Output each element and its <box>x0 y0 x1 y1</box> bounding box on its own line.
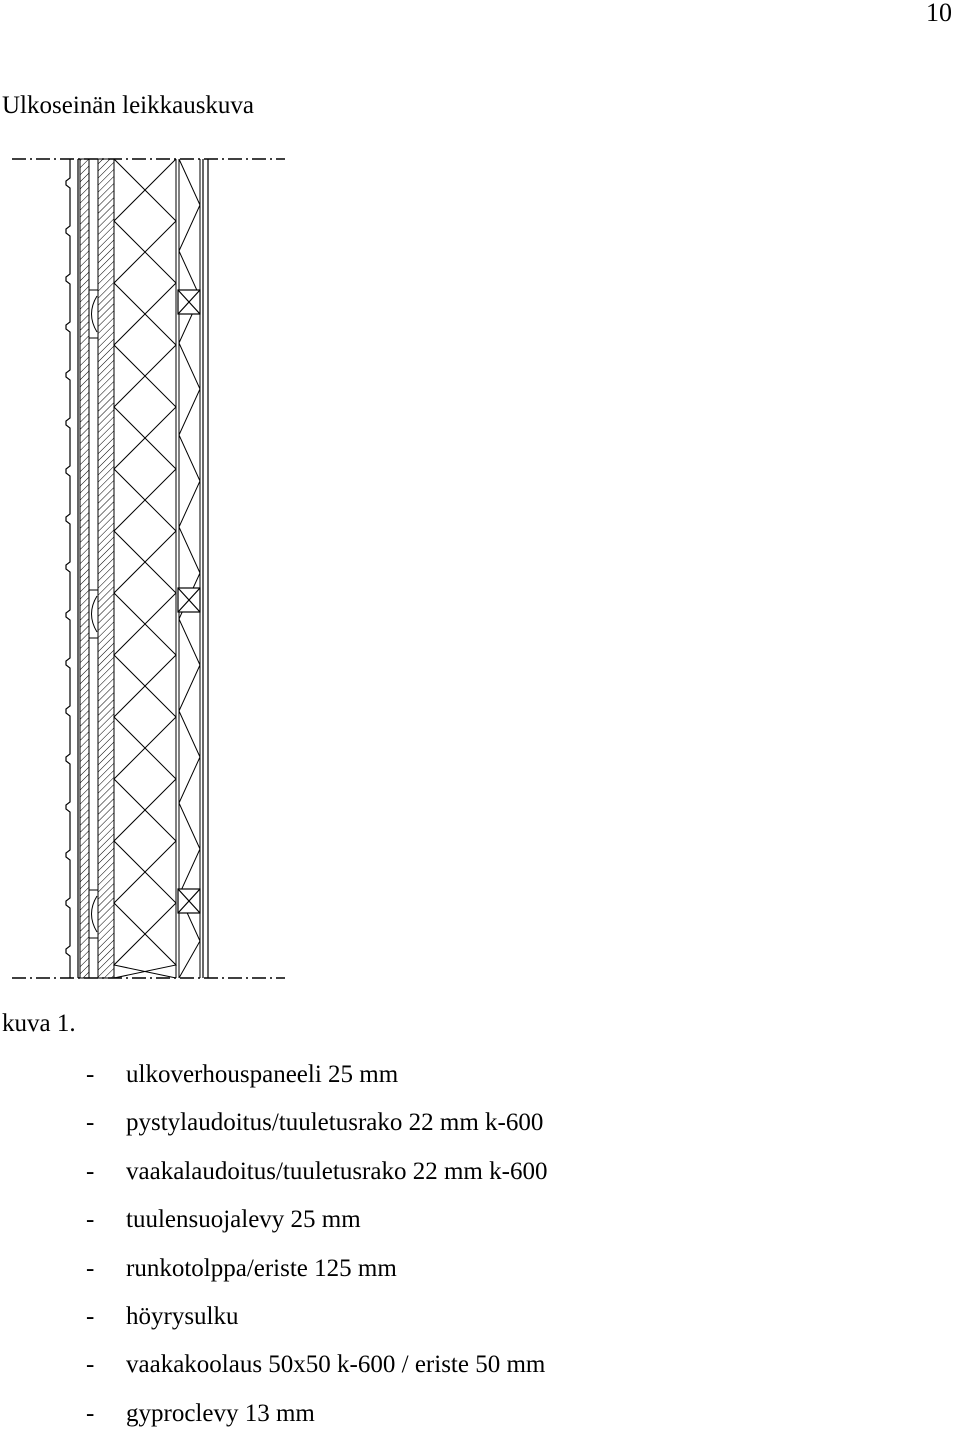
layer-label: höyrysulku <box>126 1302 239 1330</box>
layer-item <box>86 1348 547 1396</box>
furring-zone <box>179 159 200 978</box>
list-dash: - <box>86 1061 95 1088</box>
layer-item <box>86 1058 547 1106</box>
layer-item <box>86 1300 547 1348</box>
list-dash: - <box>86 1399 95 1427</box>
list-dash: - <box>86 1206 95 1234</box>
figure-caption: kuva 1. <box>2 1010 76 1037</box>
layer-label: pystylaudoitus/tuuletusrako 22 mm k-600 <box>126 1109 544 1137</box>
cladding-panel <box>66 159 78 978</box>
page-number: 10 <box>926 0 952 27</box>
layer-label: tuulensuojalevy 25 mm <box>126 1206 361 1234</box>
list-dash: - <box>86 1109 95 1137</box>
layer-label: vaakalaudoitus/tuuletusrako 22 mm k-600 <box>126 1157 548 1185</box>
wall-section-drawing <box>0 148 300 988</box>
stud-insulation-zone <box>114 159 176 978</box>
layer-item <box>86 1106 547 1154</box>
layer-item <box>86 1155 547 1203</box>
vertical-batten-layer <box>80 159 89 978</box>
layer-label: ulkoverhouspaneeli 25 mm <box>126 1061 399 1088</box>
layer-label: runkotolppa/eriste 125 mm <box>126 1254 397 1282</box>
list-dash: - <box>86 1351 95 1379</box>
layer-item <box>86 1397 547 1445</box>
furring-battens <box>178 290 200 913</box>
gypsum-board <box>203 159 208 978</box>
layer-item <box>86 1203 547 1251</box>
horizontal-battens <box>89 290 98 938</box>
layer-label: vaakakoolaus 50x50 k-600 / eriste 50 mm <box>126 1351 546 1379</box>
list-dash: - <box>86 1302 95 1330</box>
list-dash: - <box>86 1254 95 1282</box>
list-dash: - <box>86 1157 95 1185</box>
layer-item <box>86 1252 547 1300</box>
layer-label: gyproclevy 13 mm <box>126 1399 315 1427</box>
wind-barrier-board <box>98 159 114 978</box>
layer-list <box>86 1058 547 1445</box>
section-heading: Ulkoseinän leikkauskuva <box>2 92 255 119</box>
